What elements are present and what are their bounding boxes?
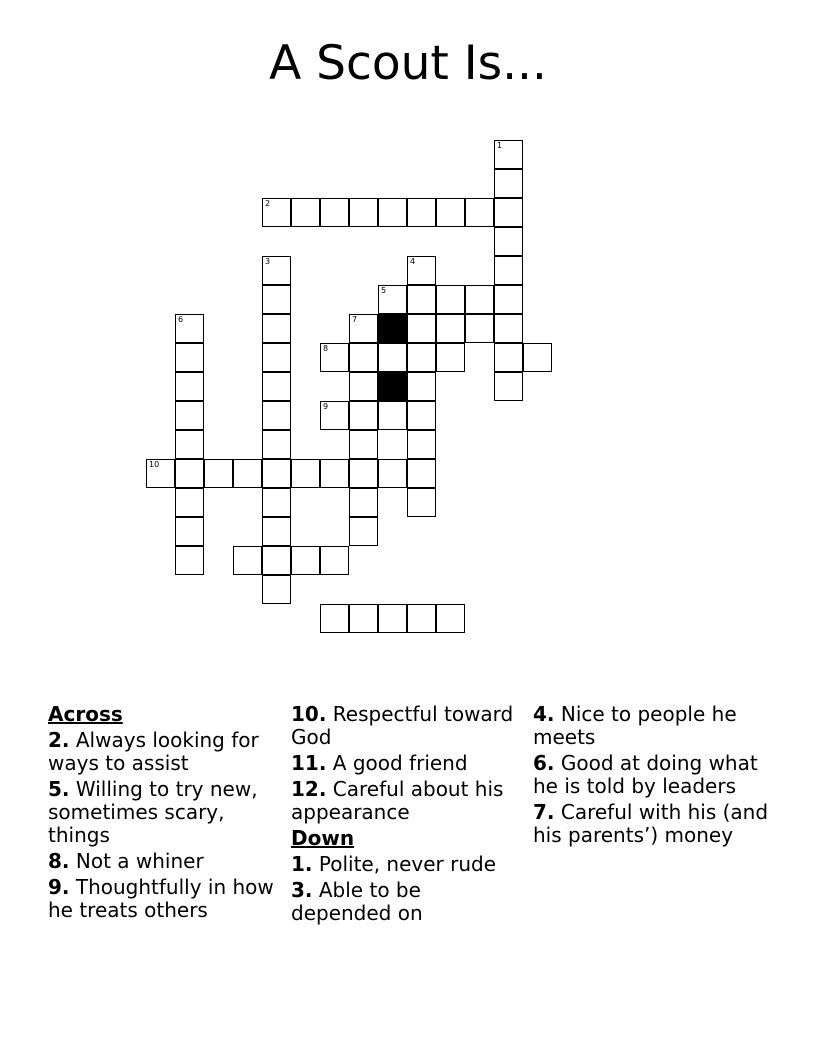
grid-square[interactable] (436, 285, 465, 314)
grid-square[interactable] (494, 372, 523, 401)
grid-square[interactable] (320, 198, 349, 227)
clue-across-12: 12. Careful about his appearance (291, 777, 504, 824)
grid-square[interactable] (262, 430, 291, 459)
grid-square[interactable] (407, 285, 436, 314)
grid-square[interactable] (465, 314, 494, 343)
grid-square[interactable] (320, 401, 349, 430)
grid-square[interactable] (262, 372, 291, 401)
clue-number: 9 (323, 402, 329, 411)
clue-column-1 (48, 703, 284, 925)
grid-square[interactable] (407, 372, 436, 401)
puzzle-title: A Scout Is... (269, 36, 547, 91)
clue-across-11: 11. A good friend (291, 751, 468, 775)
grid-square[interactable] (494, 169, 523, 198)
grid-square[interactable] (407, 459, 436, 488)
grid-square[interactable] (320, 459, 349, 488)
grid-square[interactable] (436, 198, 465, 227)
grid-square[interactable] (349, 488, 378, 517)
clue-down-4: 4. Nice to people he meets (533, 702, 737, 749)
grid-square[interactable] (407, 604, 436, 633)
grid-square[interactable] (407, 401, 436, 430)
grid-square[interactable] (465, 285, 494, 314)
grid-square[interactable] (465, 198, 494, 227)
clue-down-7: 7. Careful with his (and his parents’) money (533, 800, 769, 847)
grid-square[interactable] (349, 604, 378, 633)
grid-square[interactable] (175, 372, 204, 401)
grid-square[interactable] (494, 343, 523, 372)
grid-square[interactable] (378, 401, 407, 430)
grid-square[interactable] (378, 604, 407, 633)
grid-square[interactable] (349, 198, 378, 227)
grid-square[interactable] (407, 314, 436, 343)
grid-square[interactable] (262, 517, 291, 546)
grid-square[interactable] (349, 430, 378, 459)
grid-square[interactable] (407, 430, 436, 459)
grid-square[interactable] (262, 256, 291, 285)
clue-across-9: 9. Thoughtfully in how he treats others (48, 875, 274, 922)
grid-square[interactable] (494, 140, 523, 169)
clue-across-2: 2. Always looking for ways to assist (48, 728, 259, 775)
grid-square[interactable] (146, 459, 175, 488)
grid-square[interactable] (262, 285, 291, 314)
grid-square[interactable] (291, 459, 320, 488)
grid-square[interactable] (494, 285, 523, 314)
grid-square[interactable] (349, 314, 378, 343)
down-heading: Down (291, 826, 355, 850)
clue-number: 7 (352, 315, 358, 324)
grid-square[interactable] (407, 343, 436, 372)
grid-square[interactable] (378, 459, 407, 488)
grid-square[interactable] (291, 546, 320, 575)
grid-square[interactable] (175, 517, 204, 546)
grid-square[interactable] (523, 343, 552, 372)
clue-number: 6 (178, 315, 184, 324)
grid-square[interactable] (262, 575, 291, 604)
clue-down-3: 3. Able to be depended on (291, 878, 423, 925)
grid-square[interactable] (262, 343, 291, 372)
grid-square[interactable] (320, 546, 349, 575)
grid-square[interactable] (175, 343, 204, 372)
clue-across-5: 5. Willing to try new, sometimes scary, things (48, 777, 258, 847)
grid-square[interactable] (262, 459, 291, 488)
grid-square[interactable] (262, 401, 291, 430)
grid-square[interactable] (233, 459, 262, 488)
grid-square[interactable] (262, 314, 291, 343)
clue-number: 10 (149, 460, 160, 469)
grid-square[interactable] (494, 198, 523, 227)
grid-square[interactable] (407, 488, 436, 517)
grid-square[interactable] (436, 343, 465, 372)
grid-square[interactable] (204, 459, 233, 488)
grid-square[interactable] (175, 430, 204, 459)
clue-number: 8 (323, 344, 329, 353)
grid-square[interactable] (320, 343, 349, 372)
grid-square[interactable] (320, 604, 349, 633)
grid-square[interactable] (233, 546, 262, 575)
grid-square[interactable] (175, 459, 204, 488)
clue-number: 3 (265, 257, 271, 266)
grid-square[interactable] (175, 546, 204, 575)
grid-square[interactable] (175, 401, 204, 430)
grid-square[interactable] (349, 401, 378, 430)
clue-down-6: 6. Good at doing what he is told by leaders (533, 751, 758, 798)
clue-number: 2 (265, 199, 271, 208)
grid-square[interactable] (436, 314, 465, 343)
grid-square[interactable] (494, 256, 523, 285)
grid-square[interactable] (291, 198, 320, 227)
blocked-square (378, 314, 407, 343)
grid-square[interactable] (494, 227, 523, 256)
grid-square[interactable] (262, 198, 291, 227)
grid-square[interactable] (262, 488, 291, 517)
grid-square[interactable] (494, 314, 523, 343)
grid-square[interactable] (407, 256, 436, 285)
grid-square[interactable] (349, 517, 378, 546)
clue-column-3 (533, 703, 769, 850)
clue-across-8: 8. Not a whiner (48, 849, 204, 873)
grid-square[interactable] (175, 488, 204, 517)
blocked-square (378, 372, 407, 401)
clue-down-1: 1. Polite, never rude (291, 852, 497, 876)
clue-number: 4 (410, 257, 416, 266)
clue-across-10: 10. Respectful toward God (291, 702, 514, 749)
clue-number: 5 (381, 286, 387, 295)
clue-column-2 (291, 703, 527, 928)
across-heading: Across (48, 702, 123, 726)
grid-square[interactable] (262, 546, 291, 575)
grid-square[interactable] (349, 459, 378, 488)
grid-square[interactable] (378, 198, 407, 227)
clue-number: 1 (497, 141, 503, 150)
grid-square[interactable] (436, 604, 465, 633)
grid-square[interactable] (349, 372, 378, 401)
grid-square[interactable] (349, 343, 378, 372)
grid-square[interactable] (175, 314, 204, 343)
grid-square[interactable] (407, 198, 436, 227)
grid-square[interactable] (378, 285, 407, 314)
grid-square[interactable] (378, 343, 407, 372)
